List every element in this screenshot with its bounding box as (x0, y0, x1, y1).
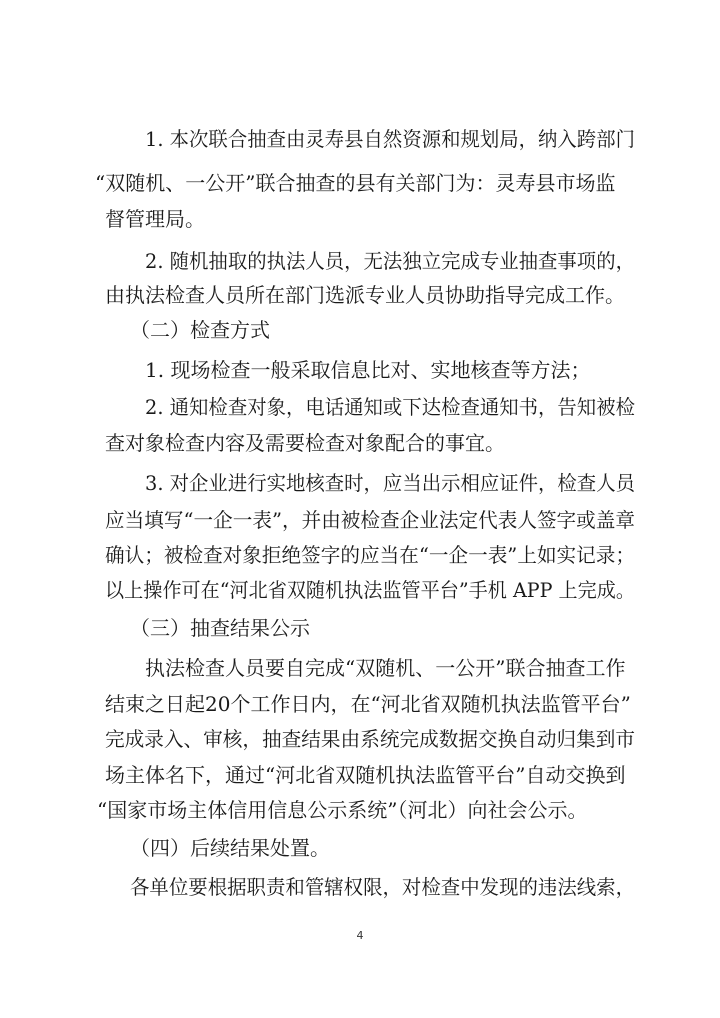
line-text: 查对象检查内容及需要检查对象配合的事宜。 (105, 431, 505, 455)
section-heading (0, 828, 720, 868)
line-text: 执法检查人员要自完成“双随机、一公开”联合抽查工作 (145, 656, 626, 680)
line-text: 完成录入、审核，抽查结果由系统完成数据交换自动归集到市 (105, 727, 636, 751)
line-text: 3. 对企业进行实地核查时，应当出示相应证件，检查人员 (145, 471, 635, 495)
text-line (0, 684, 720, 724)
text-line (0, 535, 720, 575)
text-line (0, 648, 720, 688)
line-text: 督管理局。 (105, 207, 205, 231)
line-text: 由执法检查人员所在部门选派专业人员协助指导完成工作。 (105, 283, 625, 307)
line-text: （三）抽查结果公示 (130, 616, 310, 640)
page-number: 4 (356, 929, 364, 942)
line-text: 1. 本次联合抽查由灵寿县自然资源和规划局，纳入跨部门 (145, 127, 635, 151)
line-text: 结束之日起20个工作日内，在“河北省双随机执法监管平台” (105, 692, 631, 716)
section-heading (0, 608, 720, 648)
text-line (0, 199, 720, 239)
line-text: （二）检查方式 (130, 318, 270, 342)
line-text: 各单位要根据职责和管辖权限，对检查中发现的违法线索， (130, 875, 636, 899)
text-line (0, 790, 720, 830)
text-line (0, 350, 720, 390)
text-line (0, 755, 720, 795)
text-line (0, 570, 720, 610)
line-text: 以上操作可在“河北省双随机执法监管平台”手机 APP 上完成。 (105, 578, 636, 602)
line-text: 应当填写“一企一表”，并由被检查企业法定代表人签字或盖章 (105, 508, 636, 532)
line-text: 确认；被检查对象拒绝签字的应当在“一企一表”上如实记录； (105, 543, 636, 567)
text-line (0, 275, 720, 315)
line-text: （四）后续结果处置。 (130, 836, 330, 860)
text-line (0, 719, 720, 759)
line-text: 2. 通知检查对象，电话通知或下达检查通知书，告知被检 (145, 395, 635, 419)
line-text: 场主体名下，通过“河北省双随机执法监管平台”自动交换到 (105, 763, 626, 787)
text-line (0, 463, 720, 503)
line-text: 1. 现场检查一般采取信息比对、实地核查等方法； (145, 358, 591, 382)
text-line (0, 119, 720, 159)
section-heading (0, 310, 720, 350)
line-text: “国家市场主体信用信息公示系统”（河北）向社会公示。 (97, 798, 588, 822)
line-text: 2. 随机抽取的执法人员，无法独立完成专业抽查事项的， (145, 249, 635, 273)
line-text: “双随机、一公开”联合抽查的县有关部门为：灵寿县市场监 (95, 171, 616, 195)
text-line (0, 387, 720, 427)
text-line (0, 423, 720, 463)
text-line (0, 163, 720, 203)
text-line (0, 867, 720, 907)
text-line (0, 500, 720, 540)
